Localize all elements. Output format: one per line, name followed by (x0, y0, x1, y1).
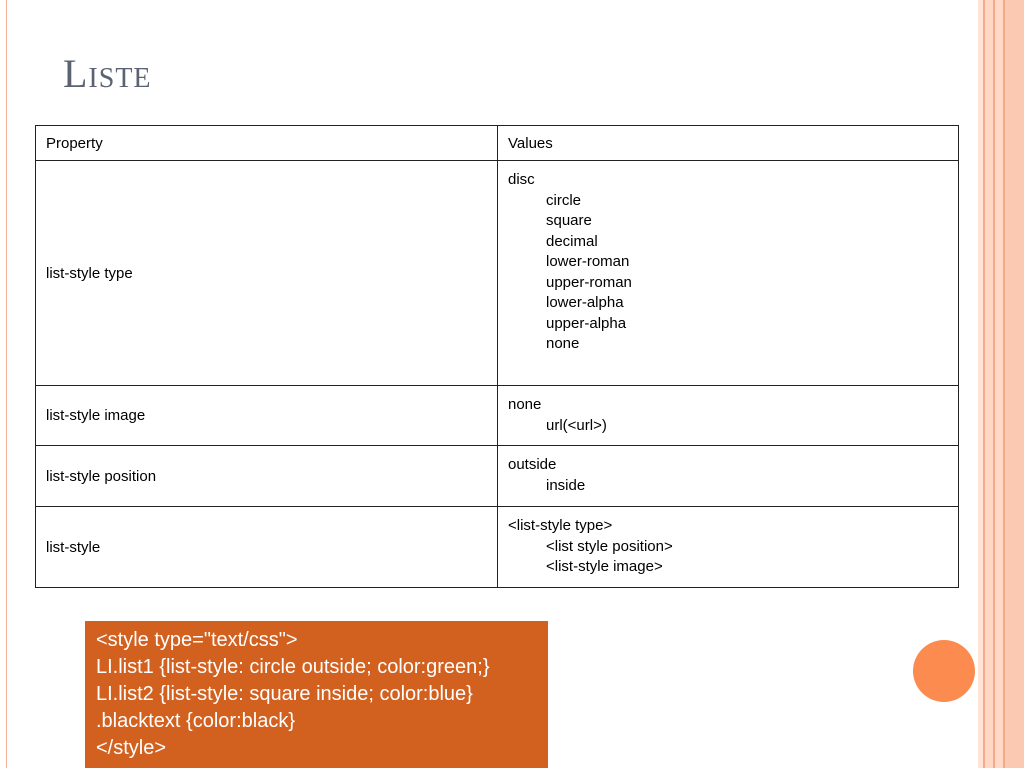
value-item: upper-alpha (546, 314, 627, 332)
value-item: inside (546, 476, 586, 494)
values-cell (498, 161, 959, 386)
code-example-box (85, 621, 548, 768)
value-item: <list-style image> (546, 558, 663, 575)
property-cell: list-style position (36, 446, 498, 507)
table-row (36, 161, 959, 386)
right-decorative-stripes (978, 0, 1024, 768)
properties-table (35, 125, 959, 588)
code-line: .blacktext {color:black} (96, 710, 295, 732)
code-line: </style> (96, 737, 167, 759)
value-item: outside (508, 456, 557, 473)
header-property: Property (36, 126, 498, 161)
header-values: Values (498, 126, 959, 161)
values-cell (498, 507, 959, 588)
value-item: upper-roman (546, 273, 632, 291)
values-cell (498, 386, 959, 446)
left-border-line (6, 0, 7, 768)
code-line: <style type="text/css"> (96, 629, 298, 651)
value-item: decimal (546, 232, 598, 250)
property-cell: list-style (36, 507, 498, 588)
property-cell: list-style image (36, 386, 498, 446)
value-item: disc (508, 171, 535, 188)
table-header-row (36, 126, 959, 161)
value-item: lower-alpha (546, 294, 624, 311)
value-item: none (508, 396, 542, 413)
value-item: <list style position> (546, 537, 673, 555)
table-row (36, 386, 959, 446)
value-item: <list-style type> (508, 517, 613, 534)
value-item: square (546, 212, 592, 229)
code-line: LI.list2 {list-style: square inside; color:blue} (96, 683, 473, 705)
property-cell: list-style type (36, 161, 498, 386)
value-item: none (546, 335, 580, 352)
value-item: url(<url>) (546, 416, 607, 434)
value-item: lower-roman (546, 253, 630, 270)
table-row (36, 446, 959, 507)
decorative-circle (913, 640, 975, 702)
values-cell (498, 446, 959, 507)
value-item: circle (546, 191, 582, 209)
code-line: LI.list1 {list-style: circle outside; color:green;} (96, 656, 490, 678)
table-row (36, 507, 959, 588)
slide-title: Liste (63, 51, 152, 96)
